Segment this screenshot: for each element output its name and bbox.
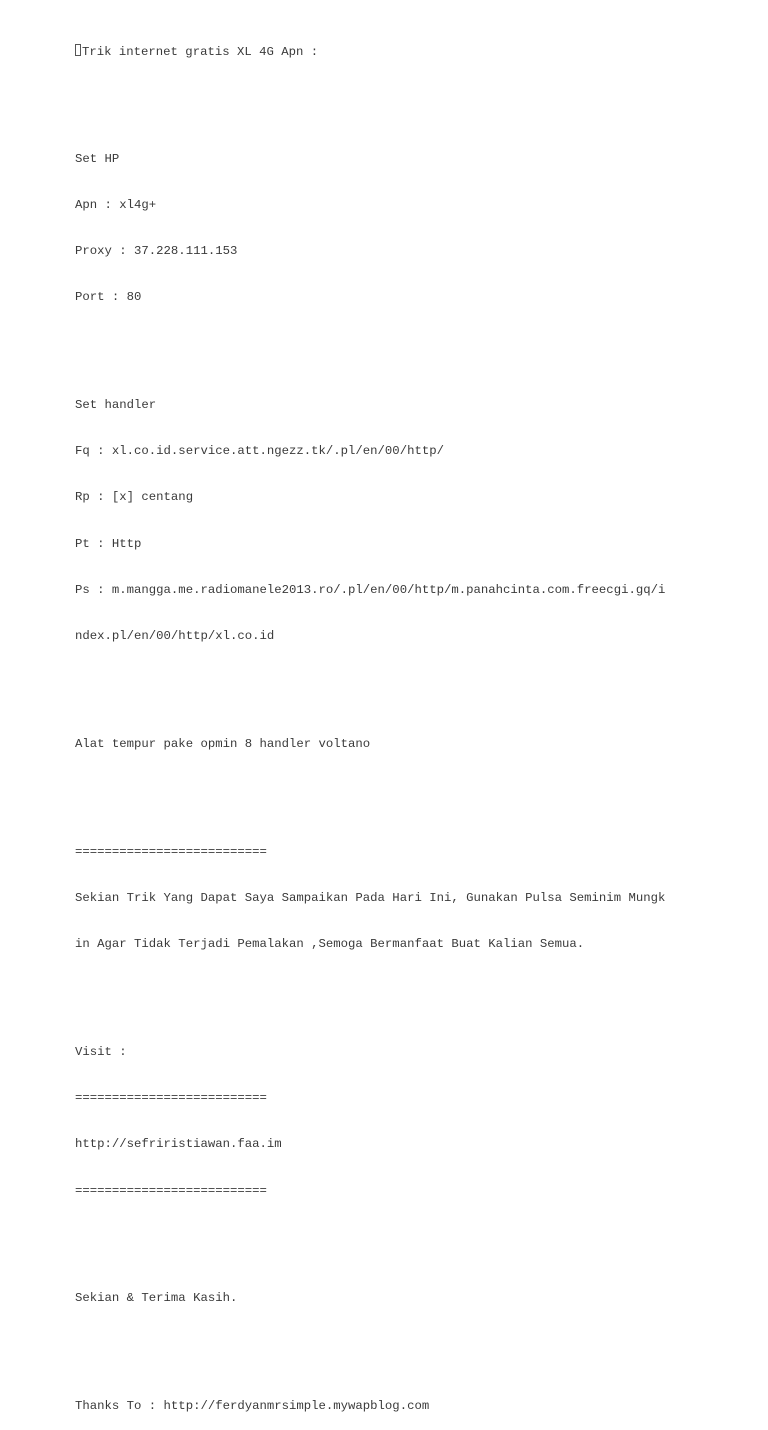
spacer [75,983,715,998]
spacer [75,1338,715,1353]
tools-note: Alat tempur pake opmin 8 handler voltano [75,736,371,751]
document-title: Trik internet gratis XL 4G Apn : [82,44,319,59]
divider: ========================== [75,844,267,859]
closing-line-2: in Agar Tidak Terjadi Pemalakan ,Semoga Bermanfaat Buat Kalian Semua. [75,937,585,952]
spacer [75,90,715,105]
spacer [75,675,715,690]
set-handler-heading: Set handler [75,398,157,413]
visit-url: http://sefriristiawan.faa.im [75,1137,282,1152]
pt-line: Pt : Http [75,536,142,551]
thanks-line: Sekian & Terima Kasih. [75,1291,238,1306]
set-hp-heading: Set HP [75,151,120,166]
spacer [75,336,715,351]
ps-line-2: ndex.pl/en/00/http/xl.co.id [75,629,275,644]
ps-line-1: Ps : m.mangga.me.radiomanele2013.ro/.pl/en/00/http/m.panahcinta.com.freecgi.gq/i [75,582,666,597]
spacer [75,1230,715,1245]
fq-line: Fq : xl.co.id.service.att.ngezz.tk/.pl/en/00/http/ [75,444,444,459]
rp-line: Rp : [x] centang [75,490,194,505]
title-line [75,44,715,59]
divider: ========================== [75,1183,267,1198]
document-body [75,13,715,1430]
port-line: Port : 80 [75,290,142,305]
missing-glyph-icon [75,44,81,56]
divider: ========================== [75,1091,267,1106]
spacer [75,783,715,798]
apn-line: Apn : xl4g+ [75,197,157,212]
proxy-line: Proxy : 37.228.111.153 [75,244,238,259]
closing-line-1: Sekian Trik Yang Dapat Saya Sampaikan Pada Hari Ini, Gunakan Pulsa Seminim Mungk [75,890,666,905]
credit-line: Thanks To : http://ferdyanmrsimple.mywapblog.com [75,1399,430,1414]
visit-label: Visit : [75,1044,127,1059]
